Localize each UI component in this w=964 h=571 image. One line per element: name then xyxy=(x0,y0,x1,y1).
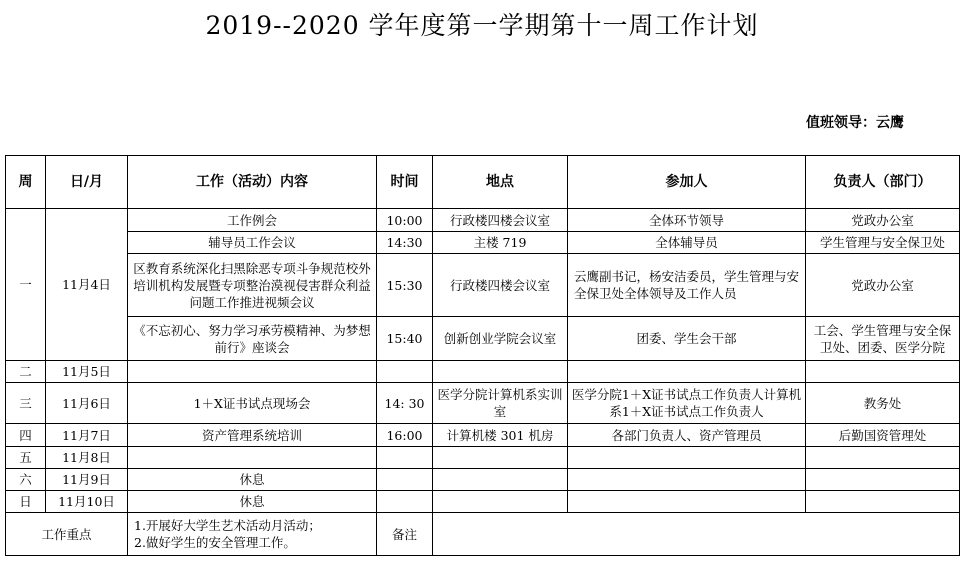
attendees-cell xyxy=(568,491,806,513)
attendees-cell: 全体环节领导 xyxy=(568,209,806,232)
header-week: 周 xyxy=(6,156,46,209)
key-work-label: 工作重点 xyxy=(6,513,128,556)
table-row xyxy=(6,254,960,317)
time-cell: 10:00 xyxy=(377,209,433,232)
table-row xyxy=(6,383,960,424)
owner-cell xyxy=(806,447,960,469)
place-cell: 计算机楼 301 机房 xyxy=(433,424,568,447)
content-cell: 休息 xyxy=(128,491,377,513)
owner-cell xyxy=(806,491,960,513)
time-cell: 14:30 xyxy=(377,232,433,254)
content-cell xyxy=(128,447,377,469)
header-content: 工作（活动）内容 xyxy=(128,156,377,209)
week-cell: 五 xyxy=(6,447,46,469)
place-cell: 行政楼四楼会议室 xyxy=(433,254,568,317)
content-cell xyxy=(128,361,377,383)
header-place: 地点 xyxy=(433,156,568,209)
attendees-cell xyxy=(568,361,806,383)
content-cell: 1＋X证书试点现场会 xyxy=(128,383,377,424)
date-cell: 11月10日 xyxy=(46,491,128,513)
place-cell: 主楼 719 xyxy=(433,232,568,254)
table-row xyxy=(6,232,960,254)
attendees-cell: 团委、学生会干部 xyxy=(568,317,806,361)
owner-cell xyxy=(806,469,960,491)
content-cell: 辅导员工作会议 xyxy=(128,232,377,254)
table-row xyxy=(6,209,960,232)
time-cell: 14: 30 xyxy=(377,383,433,424)
footer-row xyxy=(6,513,960,556)
place-cell: 医学分院计算机系实训室 xyxy=(433,383,568,424)
attendees-cell xyxy=(568,447,806,469)
table-row xyxy=(6,469,960,491)
time-cell: 15:40 xyxy=(377,317,433,361)
owner-cell: 后勤国资管理处 xyxy=(806,424,960,447)
table-row xyxy=(6,491,960,513)
header-row xyxy=(6,156,960,209)
page-title: 2019--2020 学年度第一学期第十一周工作计划 xyxy=(205,11,759,40)
table-row xyxy=(6,361,960,383)
place-cell: 创新创业学院会议室 xyxy=(433,317,568,361)
content-cell: 资产管理系统培训 xyxy=(128,424,377,447)
time-cell xyxy=(377,469,433,491)
header-date: 日/月 xyxy=(46,156,128,209)
table-row xyxy=(6,317,960,361)
owner-cell: 学生管理与安全保卫处 xyxy=(806,232,960,254)
attendees-cell: 全体辅导员 xyxy=(568,232,806,254)
schedule-table xyxy=(5,155,960,556)
owner-cell: 党政办公室 xyxy=(806,254,960,317)
header-time: 时间 xyxy=(377,156,433,209)
place-cell xyxy=(433,447,568,469)
date-cell: 11月5日 xyxy=(46,361,128,383)
header-owner: 负责人（部门） xyxy=(806,156,960,209)
owner-cell: 教务处 xyxy=(806,383,960,424)
time-cell xyxy=(377,447,433,469)
remark-cell xyxy=(433,513,960,556)
place-cell xyxy=(433,469,568,491)
time-cell: 15:30 xyxy=(377,254,433,317)
remark-label: 备注 xyxy=(377,513,433,556)
place-cell: 行政楼四楼会议室 xyxy=(433,209,568,232)
content-cell: 工作例会 xyxy=(128,209,377,232)
attendees-cell: 各部门负责人、资产管理员 xyxy=(568,424,806,447)
week-cell: 一 xyxy=(6,209,46,361)
owner-cell: 工会、学生管理与安全保卫处、团委、医学分院 xyxy=(806,317,960,361)
date-cell: 11月4日 xyxy=(46,209,128,361)
date-cell: 11月9日 xyxy=(46,469,128,491)
content-cell: 休息 xyxy=(128,469,377,491)
week-cell: 日 xyxy=(6,491,46,513)
week-cell: 四 xyxy=(6,424,46,447)
time-cell xyxy=(377,361,433,383)
attendees-cell: 云鹰副书记，杨安洁委员，学生管理与安全保卫处全体领导及工作人员 xyxy=(568,254,806,317)
table-row xyxy=(6,447,960,469)
owner-cell: 党政办公室 xyxy=(806,209,960,232)
week-cell: 二 xyxy=(6,361,46,383)
date-cell: 11月8日 xyxy=(46,447,128,469)
duty-leader: 值班领导：云鹰 xyxy=(806,115,904,131)
key-work-item: 1.开展好大学生艺术活动月活动； xyxy=(134,518,321,533)
owner-cell xyxy=(806,361,960,383)
date-cell: 11月7日 xyxy=(46,424,128,447)
week-cell: 三 xyxy=(6,383,46,424)
content-cell: 《不忘初心、努力学习承劳模精神、为梦想前行》座谈会 xyxy=(128,317,377,361)
attendees-cell xyxy=(568,469,806,491)
content-cell: 区教育系统深化扫黑除恶专项斗争规范校外培训机构发展暨专项整治漠视侵害群众利益问题工作推进视频会议 xyxy=(128,254,377,317)
place-cell xyxy=(433,361,568,383)
header-attendees: 参加人 xyxy=(568,156,806,209)
key-work-items xyxy=(128,513,377,556)
time-cell: 16:00 xyxy=(377,424,433,447)
attendees-cell: 医学分院1＋X证书试点工作负责人计算机系1＋X证书试点工作负责人 xyxy=(568,383,806,424)
table-row xyxy=(6,424,960,447)
key-work-item: 2.做好学生的安全管理工作。 xyxy=(134,535,296,550)
week-cell: 六 xyxy=(6,469,46,491)
date-cell: 11月6日 xyxy=(46,383,128,424)
time-cell xyxy=(377,491,433,513)
place-cell xyxy=(433,491,568,513)
